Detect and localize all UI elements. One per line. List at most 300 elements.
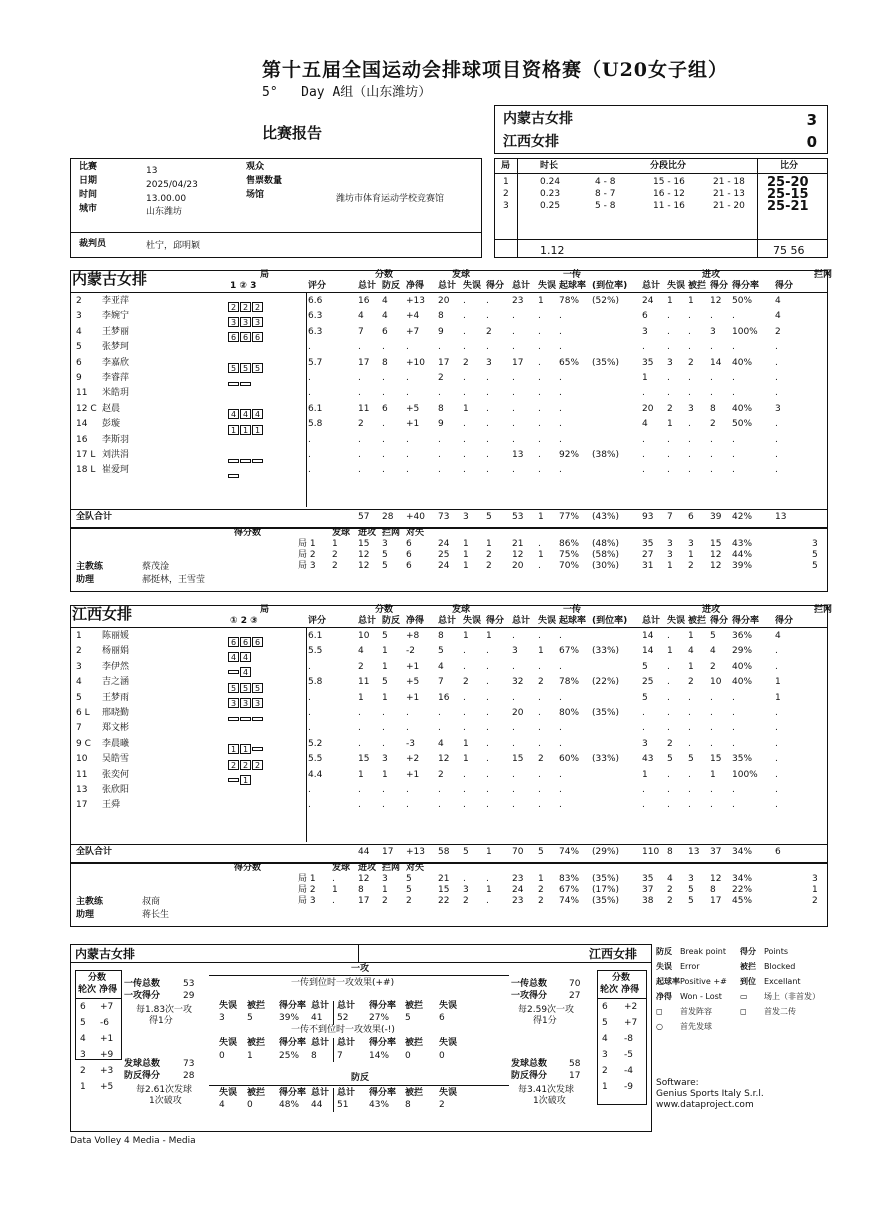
stat-sv-p: . <box>486 403 489 414</box>
stat-sv-e: 2 <box>463 677 469 688</box>
stat-rc-exc: (38%) <box>592 450 620 460</box>
set-stat-rc-e: 1 <box>538 874 544 884</box>
starting-position: 6 <box>252 637 263 647</box>
stat-bp: . <box>382 465 385 476</box>
total-at-e: 8 <box>667 847 673 857</box>
legend-value: Error <box>680 962 700 971</box>
stat-at-pct: . <box>732 738 735 749</box>
player-number: 4 <box>76 677 82 688</box>
stat-rc-t: . <box>512 723 515 734</box>
total-at-p: 37 <box>710 847 722 857</box>
stat-at-t: . <box>642 342 645 353</box>
receipts-label: 售票数量 <box>246 176 283 186</box>
player-row <box>70 769 828 786</box>
stat-rc-t: . <box>512 326 515 337</box>
set-duration: 0.25 <box>540 201 561 211</box>
stat-wl: -3 <box>406 738 415 749</box>
bench-set-marker <box>240 717 251 721</box>
stat-vote: 6.1 <box>308 403 323 414</box>
stat-rc-e: 1 <box>538 296 544 306</box>
stat-tot: 1 <box>358 692 364 703</box>
legend-value: Points <box>764 947 789 956</box>
stat-rc-e: . <box>538 661 541 672</box>
set-opp-err-header: 对失 <box>406 528 425 538</box>
set-header: 局 <box>260 270 270 280</box>
scorebox-team-b: 江西女排 <box>503 134 559 150</box>
stat-at-t: 5 <box>642 661 648 672</box>
stat-rc-pos: . <box>559 373 562 383</box>
set-stat-blk: 3 <box>382 874 388 884</box>
col-header-sv-total: 总计 <box>438 616 457 626</box>
mid-value: 48% <box>279 1100 300 1110</box>
col-header-sv-pts: 得分 <box>486 616 505 626</box>
stat-sv-p: . <box>486 296 489 306</box>
set-row-label: 局 3 <box>298 561 316 571</box>
stat-at-b: . <box>688 769 691 780</box>
set-stat-at-b: 5 <box>688 896 694 906</box>
player-row <box>70 661 828 678</box>
stat-at-b: 3 <box>688 403 694 414</box>
stat-at-p: 2 <box>710 661 716 672</box>
assistant-label: 助理 <box>76 575 95 585</box>
stat-wl: +1 <box>406 661 420 672</box>
mid-value: 27% <box>369 1013 390 1023</box>
stat-rc-e: . <box>538 800 541 811</box>
col-header-rc-err: 失误 <box>538 616 557 626</box>
mid-col-header: 失误 <box>439 1038 458 1048</box>
stat-rc-e: . <box>538 723 541 734</box>
col-header-rating: 评分 <box>308 281 327 291</box>
set-stat-at-p: 15 <box>710 539 722 549</box>
mid-value: 0 <box>247 1100 253 1110</box>
mid-value: 41 <box>311 1013 323 1023</box>
mid-col-header: 失误 <box>439 1001 458 1011</box>
stat-sv-t: . <box>438 785 441 795</box>
stat-at-e: 3 <box>667 357 673 368</box>
counter-title: 防反 <box>351 1073 370 1083</box>
legend-value: Break point <box>680 947 727 956</box>
total-at-pct: 42% <box>732 512 753 522</box>
mid-col-header: 被拦 <box>247 1001 266 1011</box>
stat-sv-p: . <box>486 450 489 460</box>
legend-key: 起球率 <box>656 977 680 986</box>
stat-blk: . <box>775 708 778 718</box>
stat-vote: . <box>308 388 311 399</box>
total-duration: 1.12 <box>540 244 565 257</box>
team-name: 内蒙古女排 <box>72 270 148 288</box>
legend-value: Blocked <box>764 962 796 971</box>
stat-sv-e: . <box>463 800 466 811</box>
mid-col-header: 得分率 <box>279 1088 307 1098</box>
stat-rc-t: 23 <box>512 296 524 306</box>
col-header-pts-bp: 防反 <box>382 616 401 626</box>
starting-position: 1 <box>240 744 251 754</box>
stat-bp: . <box>382 738 385 749</box>
rotation-net: +7 <box>100 1002 114 1012</box>
stat-bp: 4 <box>382 296 388 306</box>
stat-at-e: . <box>667 465 670 476</box>
set-stat-blk: 3 <box>382 539 388 549</box>
player-row <box>70 387 828 401</box>
set-stat-sv-t: 21 <box>438 874 450 884</box>
stat-at-b: 4 <box>688 646 694 657</box>
starting-position: 4 <box>240 409 251 419</box>
rotation-number: 6 <box>602 1002 608 1012</box>
stat-tot: . <box>358 434 361 445</box>
total-rc-pos: 77% <box>559 512 580 522</box>
col-header-rc-total: 总计 <box>512 616 531 626</box>
stat-sv-t: 2 <box>438 373 444 383</box>
stat-rc-pos: . <box>559 692 562 703</box>
stat-wl: +1 <box>406 419 420 430</box>
stat-at-b: . <box>688 465 691 476</box>
stat-sv-e: 1 <box>463 754 469 765</box>
set-stat-at-pct: 45% <box>732 896 753 906</box>
stat-at-e: 1 <box>667 646 673 657</box>
stat-rc-t: . <box>512 769 515 780</box>
fp-total-label-b: 一传总数 <box>511 979 548 989</box>
set-stat-rc-pos: 74% <box>559 896 580 906</box>
stat-sv-e: . <box>463 419 466 430</box>
stat-tot: . <box>358 723 361 734</box>
col-header-at-total: 总计 <box>642 281 661 291</box>
team-name: 江西女排 <box>72 605 133 623</box>
stat-sv-p: . <box>486 677 489 688</box>
player-name: 张奕何 <box>102 769 130 780</box>
stat-blk: . <box>775 800 778 811</box>
stat-sv-t: 8 <box>438 311 444 322</box>
set-stat-at-e2: 2 <box>667 885 673 895</box>
stat-sv-p: . <box>486 800 489 811</box>
stat-wl: -2 <box>406 646 415 657</box>
rotation-net: -9 <box>624 1082 633 1092</box>
stat-rc-pos: . <box>559 388 562 399</box>
stat-at-pct: 100% <box>732 326 758 337</box>
set-stat-at-t: 35 <box>642 874 654 884</box>
starting-position: 5 <box>252 683 263 693</box>
venue-label: 场馆 <box>246 190 265 200</box>
stat-at-e: 2 <box>667 403 673 414</box>
bench-set-marker <box>252 459 263 463</box>
bench-set-marker <box>228 382 239 386</box>
set-stat-at-e: 8 <box>358 885 364 895</box>
player-name: 崔爱珂 <box>102 465 130 476</box>
player-number: 9 <box>76 373 82 383</box>
legend-key: 防反 <box>656 947 672 956</box>
set-stat-rc-pos: 75% <box>559 550 580 560</box>
set-stat-rc-pos: 86% <box>559 539 580 549</box>
stat-at-t: . <box>642 450 645 460</box>
total-tot: 44 <box>358 847 370 857</box>
player-name: 吴皓雪 <box>102 754 130 765</box>
player-row <box>70 645 828 662</box>
set-partial-1: 4 - 8 <box>595 177 616 187</box>
set-serve-err-header: 发球 <box>332 863 351 873</box>
player-row <box>70 464 828 478</box>
stat-rc-t: . <box>512 800 515 811</box>
stat-rc-e: . <box>538 738 541 749</box>
total-sv-t: 58 <box>438 847 450 857</box>
col-header-at-pts: 得分 <box>710 616 729 626</box>
stat-wl: . <box>406 373 409 383</box>
stat-sv-e: . <box>463 311 466 322</box>
sv-total-a: 73 <box>183 1059 195 1069</box>
stat-rc-exc: (52%) <box>592 296 620 306</box>
set-stat-blkp: 3 <box>812 874 818 884</box>
mid-col-header: 失误 <box>439 1088 458 1098</box>
set-stat-sv-p: 2 <box>486 550 492 560</box>
player-row <box>70 403 828 420</box>
col-header-rc-exc: (到位率) <box>592 281 628 291</box>
stat-sv-e: . <box>463 769 466 780</box>
day-number: 5° <box>262 85 278 100</box>
stat-rc-pos: . <box>559 631 562 641</box>
starting-position: 4 <box>240 652 251 662</box>
stat-rc-pos: . <box>559 723 562 734</box>
stat-vote: . <box>308 692 311 703</box>
stat-rc-exc: (35%) <box>592 357 620 368</box>
mid-value: 7 <box>337 1051 343 1061</box>
stat-rc-e: . <box>538 326 541 337</box>
stat-at-e: . <box>667 692 670 703</box>
team-b-stats <box>70 605 833 927</box>
summary-box <box>70 944 652 1132</box>
fp-pts-label-b: 一攻得分 <box>511 991 548 1001</box>
set-stat-rc-exc: (48%) <box>592 539 620 549</box>
player-number: 6 L <box>76 708 90 718</box>
bp-note2-a: 1次破攻 <box>149 1096 182 1106</box>
mid-value: 0 <box>219 1051 225 1061</box>
set-stat-blkp: 5 <box>812 561 818 571</box>
total-rc-t: 53 <box>512 512 524 522</box>
player-row <box>70 722 828 736</box>
stat-blk: 1 <box>775 677 781 688</box>
stat-at-p: . <box>710 785 713 795</box>
assistant-name: 蒋长生 <box>142 910 170 920</box>
stat-at-b: 2 <box>688 677 694 688</box>
rotation-number: 5 <box>602 1018 608 1028</box>
stat-blk: . <box>775 419 778 430</box>
player-row <box>70 418 828 435</box>
stat-rc-e: . <box>538 373 541 383</box>
col-header-rc-total: 总计 <box>512 281 531 291</box>
set-stat-at-p: 12 <box>710 874 722 884</box>
stat-at-p: . <box>710 708 713 718</box>
stat-at-b: . <box>688 373 691 383</box>
sets-col-duration: 时长 <box>540 161 559 171</box>
stat-wl: . <box>406 465 409 476</box>
stat-rc-t: . <box>512 373 515 383</box>
set-stat-at-p: 12 <box>710 550 722 560</box>
stat-vote: 4.4 <box>308 769 323 780</box>
stat-at-e: 2 <box>667 738 673 749</box>
stat-at-pct: . <box>732 388 735 399</box>
stat-rc-e: . <box>538 450 541 460</box>
stat-vote: 5.2 <box>308 738 323 749</box>
total-sv-t: 73 <box>438 512 450 522</box>
team-total-label: 全队合计 <box>76 512 113 522</box>
stat-at-pct: 40% <box>732 403 753 414</box>
stat-sv-t: . <box>438 723 441 734</box>
bench-set-marker <box>252 747 263 751</box>
total-bp: 28 <box>382 512 394 522</box>
stat-bp: . <box>382 800 385 811</box>
legend-key: ○ <box>656 1022 663 1031</box>
stat-at-t: 4 <box>642 419 648 430</box>
stat-at-pct: 50% <box>732 419 753 430</box>
bp-label-a: 防反得分 <box>124 1071 161 1081</box>
stat-sv-t: . <box>438 708 441 718</box>
stat-tot: 4 <box>358 646 364 657</box>
starting-position: 2 <box>252 302 263 312</box>
venue-value: 潍坊市体育运动学校竞赛馆 <box>336 194 445 204</box>
bench-set-marker <box>228 717 239 721</box>
col-header-pts-wl: 净得 <box>406 616 425 626</box>
rotation-table-b <box>597 970 647 1105</box>
col-header-sv-err: 失误 <box>463 281 482 291</box>
stat-rc-pos: . <box>559 326 562 337</box>
stat-rc-pos: 60% <box>559 754 580 765</box>
player-row <box>70 295 828 312</box>
set-stat-at-b: 2 <box>688 561 694 571</box>
set-row-label: 局 1 <box>298 874 316 884</box>
stat-at-e: 1 <box>667 296 673 306</box>
starting-position: 1 <box>228 744 239 754</box>
stat-bp: 1 <box>382 646 388 657</box>
software-url[interactable]: www.dataproject.com <box>656 1100 754 1110</box>
stat-tot: 7 <box>358 326 364 337</box>
stat-at-t: 14 <box>642 631 654 641</box>
stat-rc-pos: 67% <box>559 646 580 657</box>
stat-at-e: . <box>667 311 670 322</box>
date-label: 日期 <box>79 176 98 186</box>
stat-at-p: 2 <box>710 419 716 430</box>
stat-bp: 4 <box>382 311 388 322</box>
player-number: 17 <box>76 800 88 811</box>
stat-vote: 5.8 <box>308 677 323 688</box>
stat-at-b: . <box>688 326 691 337</box>
stat-rc-e: 2 <box>538 754 544 765</box>
stat-at-pct: 40% <box>732 677 753 688</box>
set-stat-rc-e: . <box>538 539 541 549</box>
stat-rc-e: . <box>538 708 541 718</box>
set-stat-rc-exc: (35%) <box>592 896 620 906</box>
stat-bp: . <box>382 419 385 430</box>
set-number: 2 <box>503 189 509 199</box>
set-stat-sv-err: 2 <box>463 896 469 906</box>
rotation-number: 4 <box>80 1034 86 1044</box>
rotation-table-a <box>75 970 122 1092</box>
set-stat-blk: 5 <box>382 561 388 571</box>
stat-at-b: . <box>688 738 691 749</box>
stat-vote: 6.3 <box>308 326 323 337</box>
set-stat-opp: 2 <box>406 896 412 906</box>
player-number: 2 <box>76 296 82 306</box>
stat-vote: 5.5 <box>308 754 323 765</box>
stat-tot: . <box>358 785 361 795</box>
stat-at-t: . <box>642 723 645 734</box>
stat-sv-p: . <box>486 388 489 399</box>
set-stat-sv-err: 1 <box>463 561 469 571</box>
mid-col-header: 失误 <box>219 1088 238 1098</box>
starting-position: 4 <box>240 667 251 677</box>
mid-value: 6 <box>439 1013 445 1023</box>
col-header-rc-exc: (到位率) <box>592 616 628 626</box>
set-stat-at-e: 12 <box>358 561 370 571</box>
col-header-at-pct: 得分率 <box>732 281 760 291</box>
player-name: 李嘉欣 <box>102 357 130 368</box>
stat-at-p: . <box>710 692 713 703</box>
report-title: 第十五届全国运动会排球项目资格赛（U20女子组） <box>262 59 729 81</box>
bp-label-b: 防反得分 <box>511 1071 548 1081</box>
starting-position: 3 <box>228 317 239 327</box>
set-block-header: 拦网 <box>382 528 401 538</box>
stat-tot: . <box>358 738 361 749</box>
total-wl: +40 <box>406 512 425 522</box>
stat-vote: 5.8 <box>308 419 323 430</box>
stat-sv-p: . <box>486 754 489 765</box>
stat-rc-e: . <box>538 403 541 414</box>
stat-sv-p: . <box>486 646 489 657</box>
stat-sv-t: 16 <box>438 692 450 703</box>
starting-position: 3 <box>240 698 251 708</box>
player-name: 张欣阳 <box>102 785 130 795</box>
player-row <box>70 799 828 813</box>
stat-rc-e: . <box>538 631 541 641</box>
stat-at-b: . <box>688 692 691 703</box>
set-score: 25-20 <box>767 175 809 190</box>
col-header-rc-err: 失误 <box>538 281 557 291</box>
starting-position: 5 <box>240 363 251 373</box>
legend-key: ◻ <box>656 1007 663 1016</box>
set-stat-opp: 6 <box>406 539 412 549</box>
mid-col-header: 总计 <box>337 1038 356 1048</box>
city-label: 城市 <box>79 204 98 214</box>
stat-rc-e: . <box>538 785 541 795</box>
mid-value: 8 <box>311 1051 317 1061</box>
stat-rc-e: . <box>538 311 541 322</box>
set-score: 25-21 <box>767 199 809 214</box>
stat-at-t: 5 <box>642 692 648 703</box>
rotation-a-h2: 轮次 净得 <box>78 985 118 995</box>
stat-tot: 11 <box>358 677 370 688</box>
mid-col-header: 总计 <box>311 1088 330 1098</box>
scorebox <box>494 105 828 154</box>
stat-at-pct: 40% <box>732 357 753 368</box>
stat-sv-e: . <box>463 450 466 460</box>
set-stat-at-pct: 43% <box>732 539 753 549</box>
stat-bp: 8 <box>382 357 388 368</box>
rotation-b-h2: 轮次 净得 <box>600 985 640 995</box>
col-header-pts-bp: 防反 <box>382 281 401 291</box>
stat-at-e: . <box>667 677 670 688</box>
stat-sv-p: . <box>486 769 489 780</box>
rotation-b-h1: 分数 <box>612 973 631 983</box>
starting-position: 3 <box>240 317 251 327</box>
rotation-number: 2 <box>602 1066 608 1076</box>
sv-total-label-a: 发球总数 <box>124 1059 161 1069</box>
stat-sv-e: . <box>463 723 466 734</box>
stat-at-e: 5 <box>667 754 673 765</box>
stat-rc-e: 1 <box>538 646 544 657</box>
stat-blk: . <box>775 661 778 672</box>
player-name: 李斯羽 <box>102 434 130 445</box>
player-number: 10 <box>76 754 88 765</box>
mid-col-header: 失误 <box>219 1001 238 1011</box>
set-stat-sv-p: . <box>486 896 489 906</box>
stat-at-e: . <box>667 450 670 460</box>
set-partial-1: 5 - 8 <box>595 201 616 211</box>
